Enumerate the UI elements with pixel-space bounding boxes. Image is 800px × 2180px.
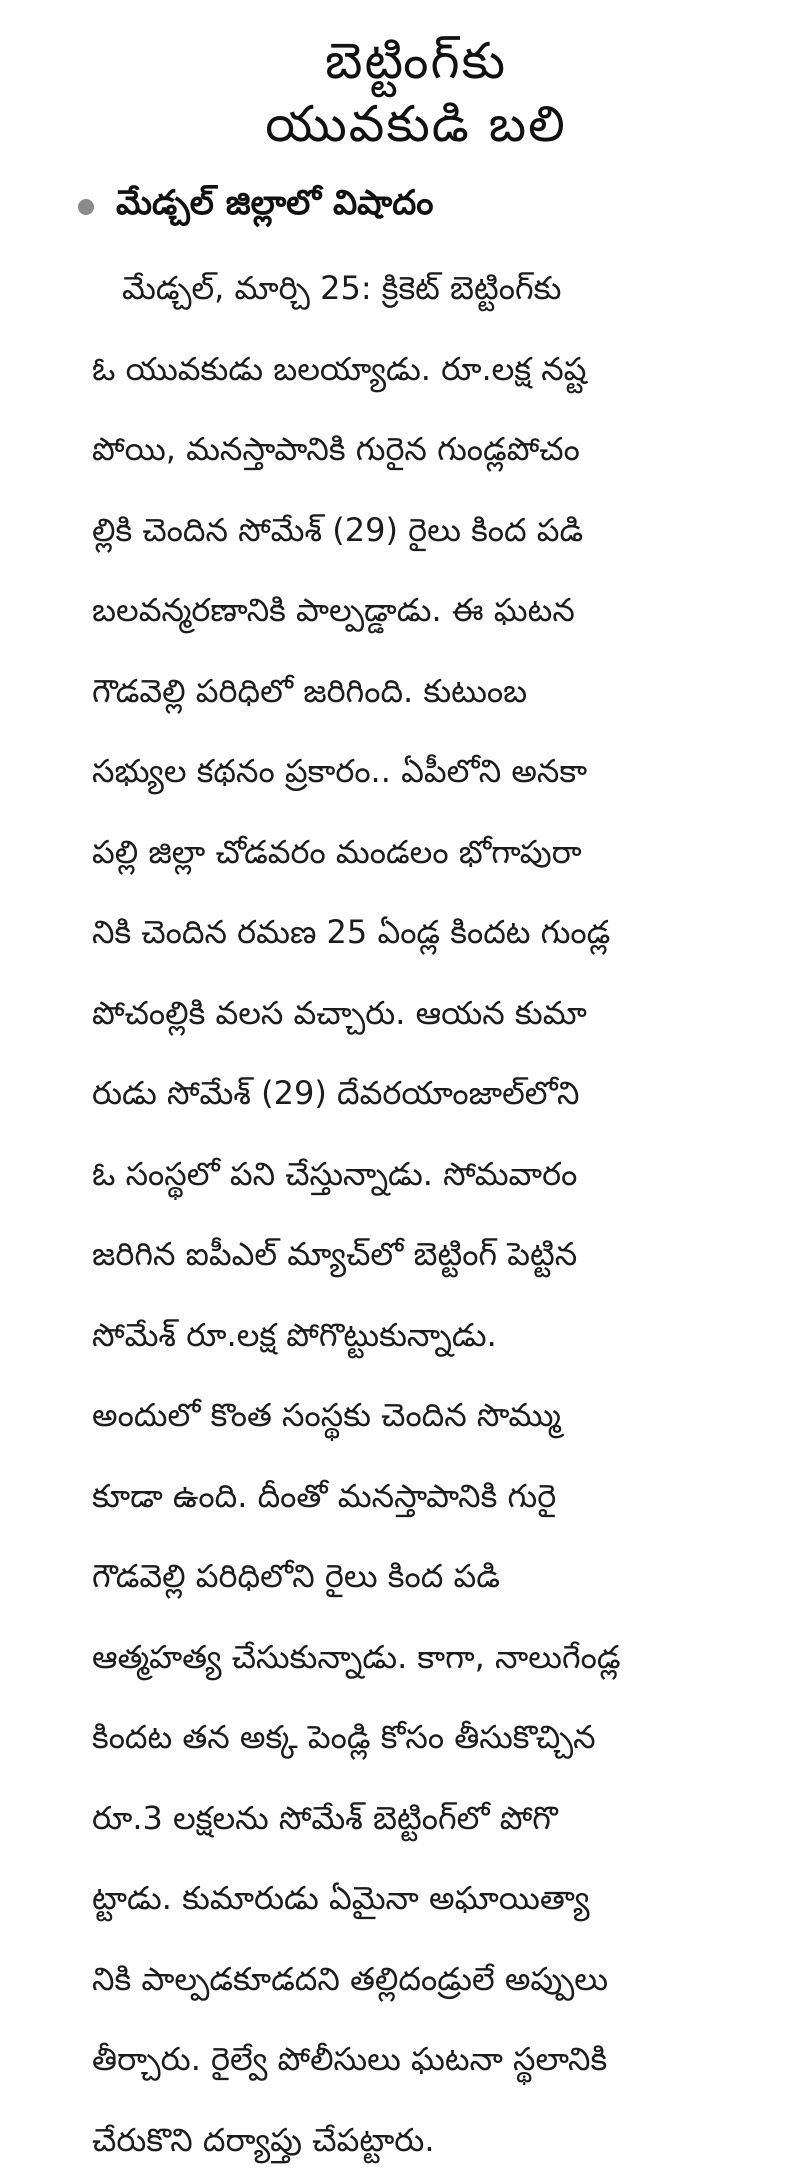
- body-line: గౌడవెల్లి పరిధిలో జరిగింది. కుటుంబ: [92, 651, 750, 732]
- body-line: కూడా ఉంది. దీంతో మనస్తాపానికి గురై: [92, 1456, 750, 1537]
- body-line: ల్లికి చెందిన సోమేశ్ (29) రైలు కింద పడి: [92, 490, 750, 571]
- body-line: తీర్చారు. రైల్వే పోలీసులు ఘటనా స్థలానికి: [92, 2019, 750, 2100]
- body-line: మేడ్చల్, మార్చి 25: క్రికెట్ బెట్టింగ్‌కు: [92, 248, 750, 329]
- body-line: సభ్యుల కథనం ప్రకారం.. ఏపీలోని అనకా: [92, 731, 750, 812]
- body-line: రూ.3 లక్షలను సోమేశ్ బెట్టింగ్‌లో పోగొ: [92, 1778, 750, 1859]
- body-line: ట్టాడు. కుమారుడు ఏమైనా అఘాయిత్యా: [92, 1858, 750, 1939]
- body-line: ఓ సంస్థలో పని చేస్తున్నాడు. సోమవారం: [92, 1134, 750, 1215]
- body-line: ఓ యువకుడు బలయ్యాడు. రూ.లక్ష నష్ట: [92, 329, 750, 410]
- body-line: కిందట తన అక్క పెండ్లి కోసం తీసుకొచ్చిన: [92, 1697, 750, 1778]
- body-line: అందులో కొంత సంస్థకు చెందిన సొమ్ము: [92, 1375, 750, 1456]
- bullet-icon: [78, 199, 94, 215]
- body-line: సోమేశ్ రూ.లక్ష పోగొట్టుకున్నాడు.: [92, 1295, 750, 1376]
- body-line: పోయి, మనస్తాపానికి గురైన గుండ్లపోచం: [92, 409, 750, 490]
- body-line: గౌడవెల్లి పరిధిలోని రైలు కింద పడి: [92, 1536, 750, 1617]
- subheading-text: మేడ్చల్ జిల్లాలో విషాదం: [116, 183, 433, 231]
- body-line: రుడు సోమేశ్ (29) దేవరయాంజాల్‌లోని: [92, 1053, 750, 1134]
- subheading: [78, 172, 750, 242]
- body-line: నికి పాల్పడకూడదని తల్లిదండ్రులే అప్పులు: [92, 1939, 750, 2020]
- headline-line-1: బెట్టింగ్‌కు: [82, 30, 750, 93]
- body-line: నికి చెందిన రమణ 25 ఏండ్ల కిందట గుండ్ల: [92, 892, 750, 973]
- article-body: [92, 248, 750, 2180]
- headline-line-2: యువకుడి బలి: [82, 93, 750, 156]
- body-line: జరిగిన ఐపీఎల్ మ్యాచ్‌లో బెట్టింగ్ పెట్టిన: [92, 1214, 750, 1295]
- body-line: పోచంల్లికి వలస వచ్చారు. ఆయన కుమా: [92, 973, 750, 1054]
- body-line: చేరుకొని దర్యాప్తు చేపట్టారు.: [92, 2100, 750, 2180]
- body-line: బలవన్మరణానికి పాల్పడ్డాడు. ఈ ఘటన: [92, 570, 750, 651]
- body-line: పల్లి జిల్లా చోడవరం మండలం భోగాపురా: [92, 812, 750, 893]
- body-line: ఆత్మహత్య చేసుకున్నాడు. కాగా, నాలుగేండ్ల: [92, 1617, 750, 1698]
- headline: [82, 30, 750, 156]
